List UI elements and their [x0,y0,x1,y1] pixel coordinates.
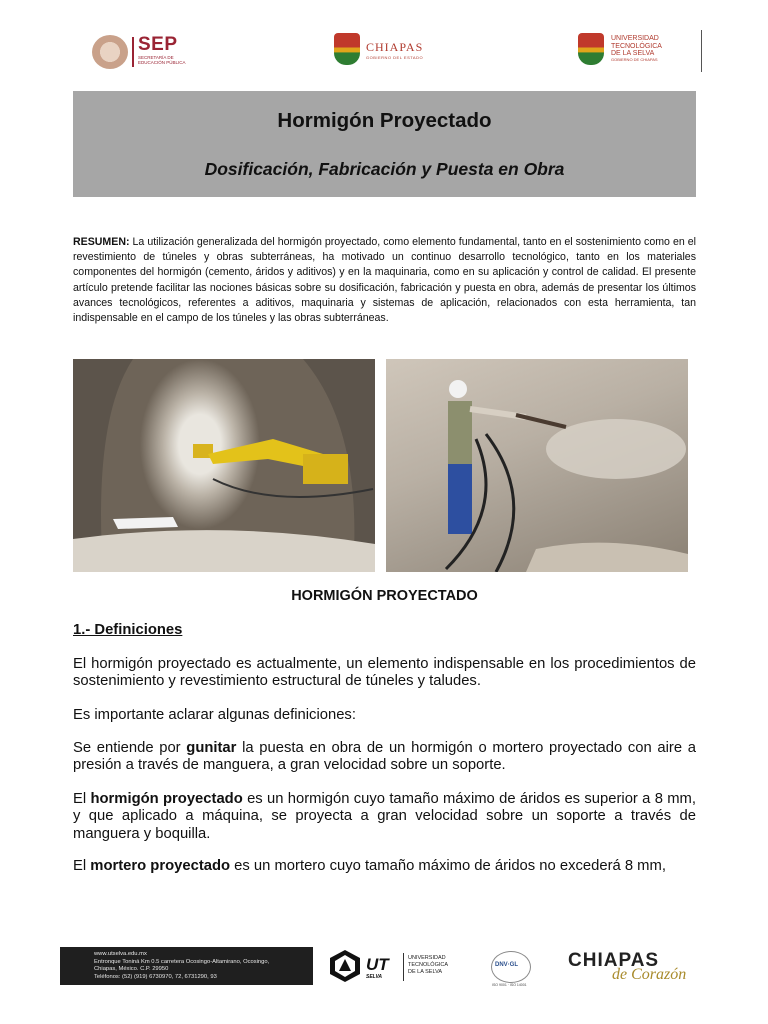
document-title: Hormigón Proyectado [277,109,492,132]
ut-university-name [408,955,448,976]
sep-subtitle: SECRETARÍA DE EDUCACIÓN PÚBLICA [138,55,186,65]
paragraph-2: Es importante aclarar algunas definiciones: [73,707,356,723]
chiapas-de-corazon-logo [568,950,698,986]
p3-text-a: Se entiende por [73,740,187,756]
section-heading: 1.- Definiciones [73,622,183,638]
p3-term: gunitar [186,740,237,756]
mexico-seal-icon [92,35,128,69]
sep-logo [92,34,192,70]
ut-shield-icon [578,33,604,65]
ut-brand-sub: SELVA [366,974,383,980]
footer-url[interactable]: www.utselva.edu.mx [94,951,147,957]
section-title: HORMIGÓN PROYECTADO [291,588,478,604]
chiapas-subtitle: GOBIERNO DEL ESTADO [366,55,424,60]
footer-address-block [60,947,313,985]
ut-name-line3: DE LA SELVA [611,50,655,57]
footer-phones: Teléfonos: (52) (919) 6730970, 72, 6731290, 93 [94,973,217,980]
ut-subtitle: GOBIERNO DE CHIAPAS [611,57,658,62]
shotcrete-worker-photo [386,359,688,572]
certification-text: DNV·GL [495,962,518,968]
ut-uni-line2: TECNOLÓGICA [408,962,449,968]
abstract [73,235,696,326]
chiapas-de-corazon-sub: de Corazón [612,966,687,983]
title-box [73,91,696,197]
p3-text-b: la puesta en obra de un hormigón o mortero proyectado con aire a presión a través de manguera, a gran velocidad sobre un soporte. [73,740,696,774]
footer-address-line1: Entronque Toniná Km 0.5 carretera Ocosingo-Altamirano, Ocosingo, [94,958,270,965]
chiapas-de-corazon-main: CHIAPAS [568,950,660,971]
ut-uni-line3: DE LA SELVA [408,969,443,975]
ut-name-line1: UNIVERSIDAD [611,35,659,42]
document-subtitle: Dosificación, Fabricación y Puesta en Obra [204,159,565,179]
ut-divider [403,953,404,981]
footer-address [94,951,269,981]
paragraph-3 [73,740,696,775]
certification-standards: ISO 9001 · ISO 14001 [492,983,527,987]
sep-wordmark: SEP [138,34,178,55]
p5-text-b: es un mortero cuyo tamaño máximo de áridos no excederá 8 mm, [230,858,666,874]
tunnel-drilling-photo [73,359,375,572]
ut-brand: UT [366,955,389,974]
chiapas-logo [334,33,434,69]
ut-uni-line1: UNIVERSIDAD [408,955,446,961]
certification-badge [489,949,533,989]
tunnel-drilling-illustration [73,359,375,572]
p5-term: mortero proyectado [90,858,231,874]
sep-divider [132,37,134,67]
ut-name [611,35,691,58]
paragraph-5 [73,858,696,875]
header-divider [701,30,702,72]
chiapas-wordmark: CHIAPAS [366,40,424,54]
p4-text-b: es un hormigón cuyo tamaño máximo de áridos es superior a 8 mm, y que aplicado a máquina, se proyecta a gran velocidad sobre un soporte a través de manguera y boquilla. [73,791,696,842]
ut-hexagon-icon [328,949,362,983]
abstract-text: La utilización generalizada del hormigón proyectado, como elemento fundamental, tanto en el sostenimiento como en el revestimiento de túneles y obras subterráneas, ha motivado un continuo desarrollo tecnológico, tanto en los materiales componentes del hormigón (cemento, áridos y aditivos) y en la maquinaria, como en su aplicación y control de calidad. El presente artículo pretende facilitar las nociones básicas sobre su dosificación, fabricación y puesta en obra, además de presentar los últimos avances tecnológicos, referentes a aditivos, maquinaria y sistemas de aplicación, relacionados con esta herramienta, tan indispensable en el campo de los túneles y las obras subterráneas. [73,236,696,325]
chiapas-shield-icon [334,33,360,65]
p4-term: hormigón proyectado [90,791,243,807]
paragraph-4 [73,791,696,843]
p5-text-a: El [73,858,91,874]
shotcrete-worker-illustration [386,359,688,572]
footer-ut-selva-logo [328,949,458,985]
abstract-label: RESUMEN: [73,236,130,248]
paragraph-1: El hormigón proyectado es actualmente, un elemento indispensable en los procedimientos de sostenimiento y revestimiento estructural de túneles y taludes. [73,656,696,690]
footer-address-line2: Chiapas, México. C.P. 29950 [94,966,169,972]
ut-selva-logo [578,33,688,69]
ut-name-line2: TECNOLÓGICA [611,42,662,50]
p4-text-a: El [73,791,91,807]
